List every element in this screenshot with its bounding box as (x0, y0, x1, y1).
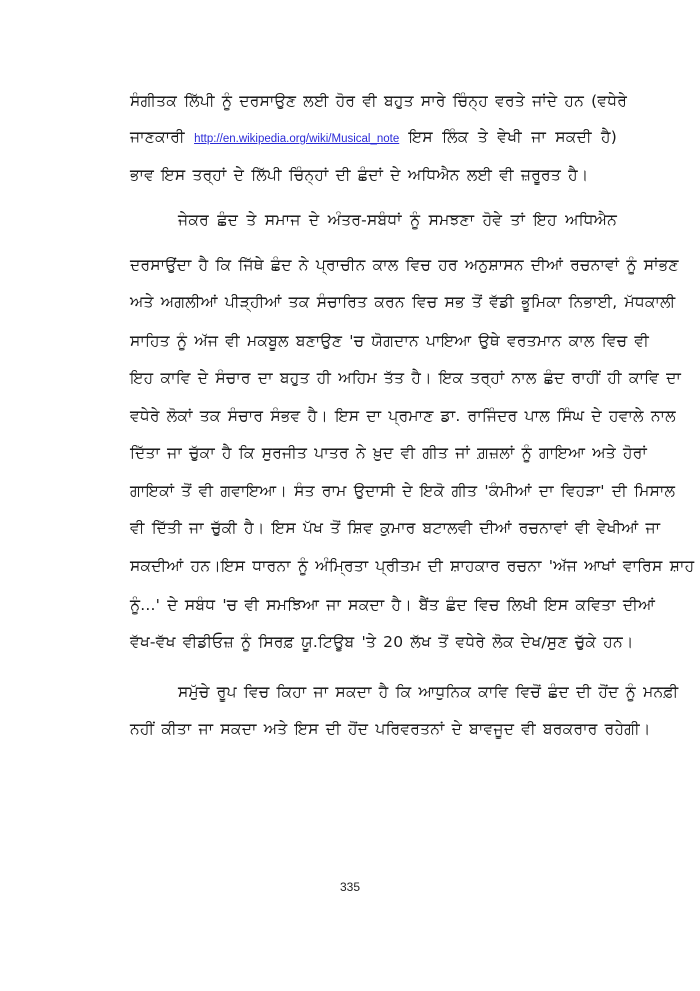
paragraph-1-line-2 (130, 127, 617, 149)
paragraph-3-line-1: ਸਮੁੱਚੇ ਰੂਪ ਵਿਚ ਕਿਹਾ ਜਾ ਸਕਦਾ ਹੈ ਕਿ ਆਧੁਨਿਕ ਕਾਵਿ ਵਿਚੋਂ ਛੰਦ ਦੀ ਹੋਂਦ ਨੂੰ ਮਨਫ਼ੀ (178, 683, 679, 701)
wikipedia-musical-note-link[interactable]: http://en.wikipedia.org/wiki/Musical_note (194, 133, 400, 145)
page-number: 335 (339, 880, 361, 894)
paragraph-2-line-4: ਸਾਹਿਤ ਨੂੰ ਅੱਜ ਵੀ ਮਕਬੂਲ ਬਣਾਉਣ 'ਚ ਯੋਗਦਾਨ ਪਾਇਆ ਉਥੇ ਵਰਤਮਾਨ ਕਾਲ ਵਿਚ ਵੀ (130, 332, 649, 350)
paragraph-2-line-1: ਜੇਕਰ ਛੰਦ ਤੇ ਸਮਾਜ ਦੇ ਅੰਤਰ-ਸਬੰਧਾਂ ਨੂੰ ਸਮਝਣਾ ਹੋਵੇ ਤਾਂ ਇਹ ਅਧਿਐਨ (178, 211, 617, 229)
paragraph-2-line-12: ਵੱਖ-ਵੱਖ ਵੀਡੀਓਜ਼ ਨੂੰ ਸਿਰਫ਼ ਯੂ.ਟਿਊਬ 'ਤੇ 20 ਲੱਖ ਤੋਂ ਵਧੇਰੇ ਲੋਕ ਦੇਖ/ਸੁਣ ਚੁੱਕੇ ਹਨ। (130, 633, 634, 651)
paragraph-3-line-2: ਨਹੀਂ ਕੀਤਾ ਜਾ ਸਕਦਾ ਅਤੇ ਇਸ ਦੀ ਹੋਂਦ ਪਰਿਵਰਤਨਾਂ ਦੇ ਬਾਵਜੂਦ ਵੀ ਬਰਕਰਾਰ ਰਹੇਗੀ। (130, 720, 651, 738)
paragraph-2-line-2: ਦਰਸਾਉਂਦਾ ਹੈ ਕਿ ਜਿੱਥੇ ਛੰਦ ਨੇ ਪ੍ਰਾਚੀਨ ਕਾਲ ਵਿਚ ਹਰ ਅਨੁਸ਼ਾਸਨ ਦੀਆਂ ਰਚਨਾਵਾਂ ਨੂੰ ਸਾਂਭਣ (130, 256, 679, 274)
paragraph-2-line-9: ਵੀ ਦਿੱਤੀ ਜਾ ਚੁੱਕੀ ਹੈ। ਇਸ ਪੱਖ ਤੋਂ ਸ਼ਿਵ ਕੁਮਾਰ ਬਟਾਲਵੀ ਦੀਆਂ ਰਚਨਾਵਾਂ ਵੀ ਵੇਖੀਆਂ ਜਾ (130, 519, 661, 537)
paragraph-1-line-2-suffix: ਇਸ ਲਿੰਕ ਤੇ ਵੇਖੀ ਜਾ ਸਕਦੀ ਹੈ) (408, 128, 617, 146)
paragraph-1-line-2-prefix: ਜਾਣਕਾਰੀ (130, 128, 185, 146)
paragraph-2-line-11: ਨੂੰ...' ਦੇ ਸਬੰਧ 'ਚ ਵੀ ਸਮਝਿਆ ਜਾ ਸਕਦਾ ਹੈ। ਬੈਂਤ ਛੰਦ ਵਿਚ ਲਿਖੀ ਇਸ ਕਵਿਤਾ ਦੀਆਂ (130, 596, 656, 614)
paragraph-2-line-6: ਵਧੇਰੇ ਲੋਕਾਂ ਤਕ ਸੰਚਾਰ ਸੰਭਵ ਹੈ। ਇਸ ਦਾ ਪ੍ਰਮਾਣ ਡਾ. ਰਾਜਿੰਦਰ ਪਾਲ ਸਿੰਘ ਦੇ ਹਵਾਲੇ ਨਾਲ (130, 407, 676, 425)
paragraph-2-line-8: ਗਾਇਕਾਂ ਤੋਂ ਵੀ ਗਵਾਇਆ। ਸੰਤ ਰਾਮ ਉਦਾਸੀ ਦੇ ਇਕੋ ਗੀਤ 'ਕੰਮੀਆਂ ਦਾ ਵਿਹੜਾ' ਦੀ ਮਿਸਾਲ (130, 482, 676, 500)
paragraph-1-line-1: ਸੰਗੀਤਕ ਲਿੱਪੀ ਨੂੰ ਦਰਸਾਉਣ ਲਈ ਹੋਰ ਵੀ ਬਹੁਤ ਸਾਰੇ ਚਿੰਨ੍ਹ ਵਰਤੇ ਜਾਂਦੇ ਹਨ (ਵਧੇਰੇ (130, 92, 628, 110)
paragraph-2-line-5: ਇਹ ਕਾਵਿ ਦੇ ਸੰਚਾਰ ਦਾ ਬਹੁਤ ਹੀ ਅਹਿਮ ਤੱਤ ਹੈ। ਇਕ ਤਰ੍ਹਾਂ ਨਾਲ ਛੰਦ ਰਾਹੀਂ ਹੀ ਕਾਵਿ ਦਾ (130, 369, 682, 387)
paragraph-2-line-3: ਅਤੇ ਅਗਲੀਆਂ ਪੀੜ੍ਹੀਆਂ ਤਕ ਸੰਚਾਰਿਤ ਕਰਨ ਵਿਚ ਸਭ ਤੋਂ ਵੱਡੀ ਭੂਮਿਕਾ ਨਿਭਾਈ, ਮੱਧਕਾਲੀ (130, 293, 676, 311)
paragraph-1-line-3: ਭਾਵ ਇਸ ਤਰ੍ਹਾਂ ਦੇ ਲਿੱਪੀ ਚਿੰਨ੍ਹਾਂ ਦੀ ਛੰਦਾਂ ਦੇ ਅਧਿਐਨ ਲਈ ਵੀ ਜ਼ਰੂਰਤ ਹੈ। (130, 166, 589, 184)
paragraph-2-line-10: ਸਕਦੀਆਂ ਹਨ।ਇਸ ਧਾਰਨਾ ਨੂੰ ਅੰਮ੍ਰਿਤਾ ਪ੍ਰੀਤਮ ਦੀ ਸ਼ਾਹਕਾਰ ਰਚਨਾ 'ਅੱਜ ਆਖਾਂ ਵਾਰਿਸ ਸ਼ਾਹ (130, 557, 695, 575)
paragraph-2-line-7: ਦਿੱਤਾ ਜਾ ਚੁੱਕਾ ਹੈ ਕਿ ਸੁਰਜੀਤ ਪਾਤਰ ਨੇ ਖ਼ੁਦ ਵੀ ਗੀਤ ਜਾਂ ਗ਼ਜ਼ਲਾਂ ਨੂੰ ਗਾਇਆ ਅਤੇ ਹੋਰਾਂ (130, 444, 647, 462)
